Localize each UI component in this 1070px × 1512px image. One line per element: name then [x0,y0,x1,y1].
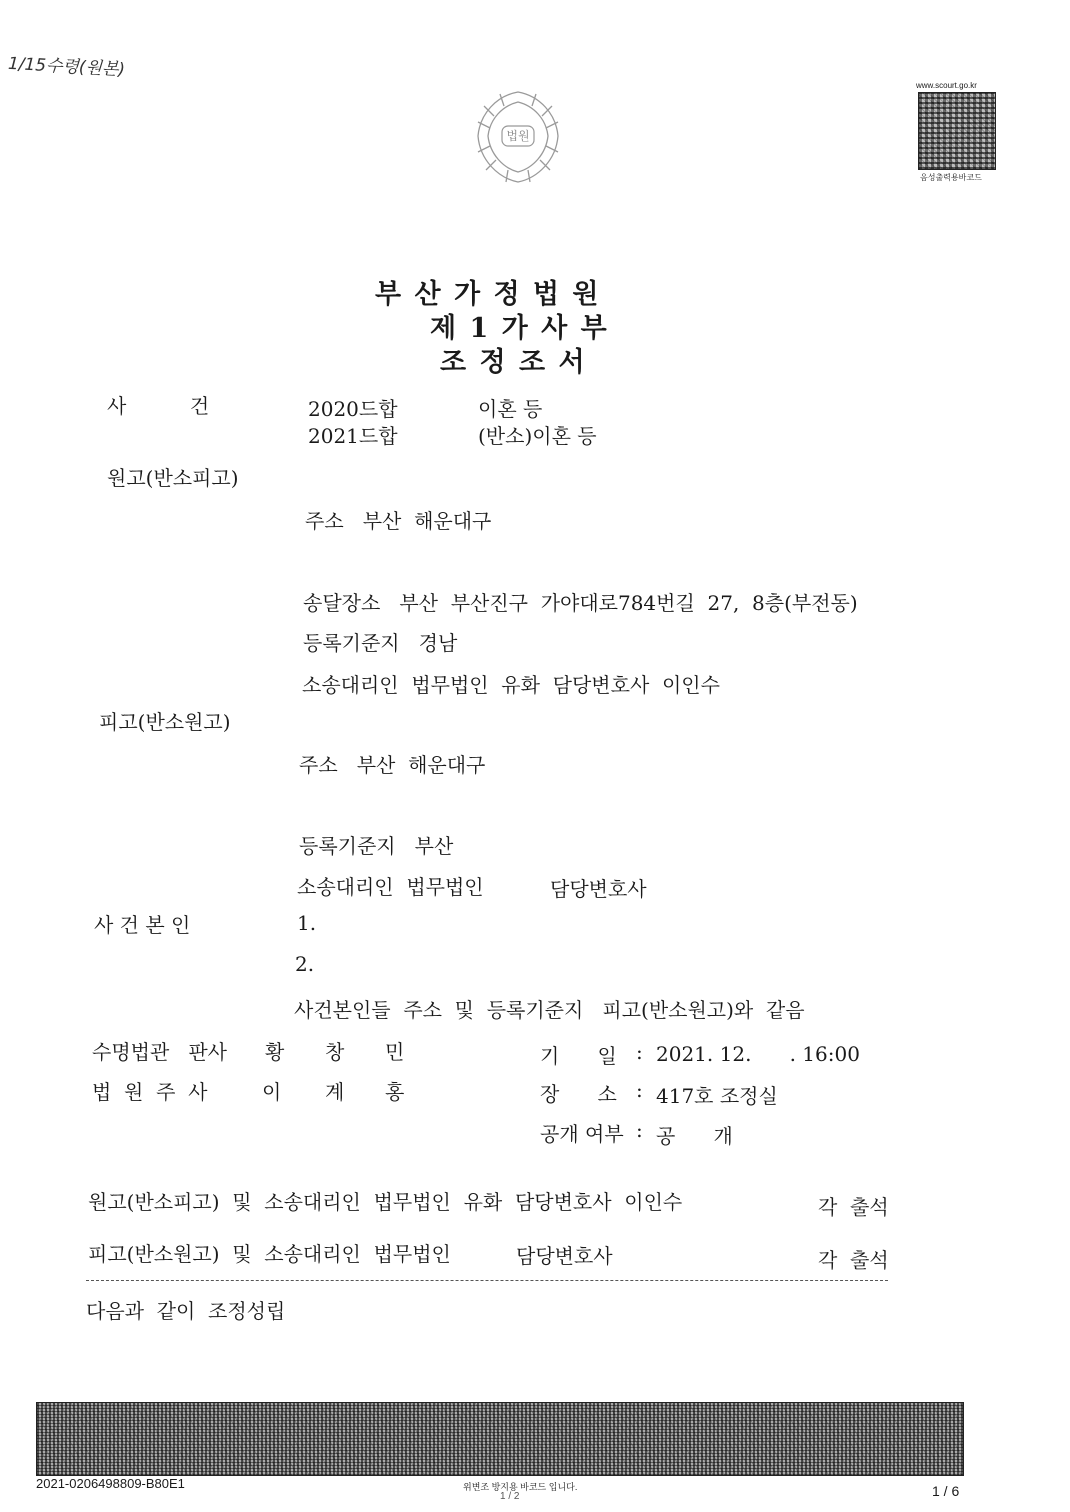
case-name-2: (반소)이혼 등 [478,424,597,448]
clerk-name-char-1: 이 [262,1080,282,1104]
principal-item-2: 2. [295,952,315,976]
document-type: 조 정 조 서 [440,347,587,378]
plaintiff-counsel: 소송대리인 법무법인 유화 담당변호사 이인수 [302,673,720,697]
defendant-label: 피고(반소원고) [99,710,231,734]
defendant-registry: 등록기준지 부산 [299,834,454,858]
date-value: 2021. 12. . 16:00 [656,1042,860,1066]
handwritten-note: 1/15수령(원본) [7,53,126,81]
court-seal-icon [470,86,566,186]
principal-item-1: 1. [297,911,317,935]
clerk-name-char-2: 계 [325,1080,345,1104]
attendance-defendant-attorney: 담당변호사 [516,1244,613,1268]
attendance-plaintiff: 원고(반소피고) 및 소송대리인 법무법인 유화 담당변호사 이인수 [88,1190,683,1214]
attendance-plaintiff-status: 각 출석 [818,1195,889,1219]
case-number-2: 2021드합 [308,424,398,448]
place-label: 장 소 [540,1082,617,1106]
judge-name-char-3: 민 [385,1040,405,1064]
case-name-1: 이혼 등 [478,397,543,421]
seal-text: 법원 [506,129,530,143]
plaintiff-address: 주소 부산 해운대구 [305,509,492,533]
conclusion-text: 다음과 같이 조정성립 [86,1299,286,1323]
plaintiff-service-address: 송달장소 부산 부산진구 가야대로784번길 27, 8층(부전동) [303,591,858,615]
judge-name-char-2: 창 [325,1040,345,1064]
court-name: 부 산 가 정 법 원 [375,279,601,310]
defendant-counsel-firm: 소송대리인 법무법인 [297,875,484,899]
qr-url: www.scourt.go.kr [916,81,977,90]
clerk-label: 법 원 주 사 [92,1080,208,1104]
barcode-icon [36,1402,964,1476]
plaintiff-label: 원고(반소피고) [107,466,239,490]
division-name: 제 1 가 사 부 [430,313,609,344]
defendant-address: 주소 부산 해운대구 [299,753,486,777]
defendant-counsel-attorney: 담당변호사 [550,877,647,901]
judge-label: 수명법관 판사 [92,1040,227,1064]
case-number-1: 2020드합 [308,397,398,421]
plaintiff-registry: 등록기준지 경남 [303,631,458,655]
qr-caption: 음성출력용바코드 [920,173,982,182]
attendance-defendant-status: 각 출석 [818,1248,889,1272]
public-colon: : [636,1118,643,1142]
inner-page-number: 1 / 2 [500,1491,520,1502]
qr-code-icon [918,92,996,170]
principals-label: 사 건 본 인 [94,913,191,937]
date-colon: : [636,1040,643,1064]
barcode-notice: 위변조 방지용 바코드 입니다. [463,1482,578,1492]
date-label: 기 일 [540,1044,617,1068]
attendance-defendant: 피고(반소원고) 및 소송대리인 법무법인 [88,1242,451,1266]
page-number: 1 / 6 [932,1483,960,1499]
clerk-name-char-3: 홍 [385,1080,405,1104]
judge-name-char-1: 황 [265,1040,285,1064]
principals-note: 사건본인들 주소 및 등록기준지 피고(반소원고)와 같음 [294,998,805,1022]
public-value: 공 개 [656,1124,733,1148]
divider-line [86,1280,888,1281]
document-id: 2021-0206498809-B80E1 [36,1476,185,1491]
case-label: 사 건 [107,394,210,418]
place-colon: : [636,1078,643,1102]
public-label: 공개 여부 [540,1122,624,1146]
place-value: 417호 조정실 [656,1084,778,1108]
